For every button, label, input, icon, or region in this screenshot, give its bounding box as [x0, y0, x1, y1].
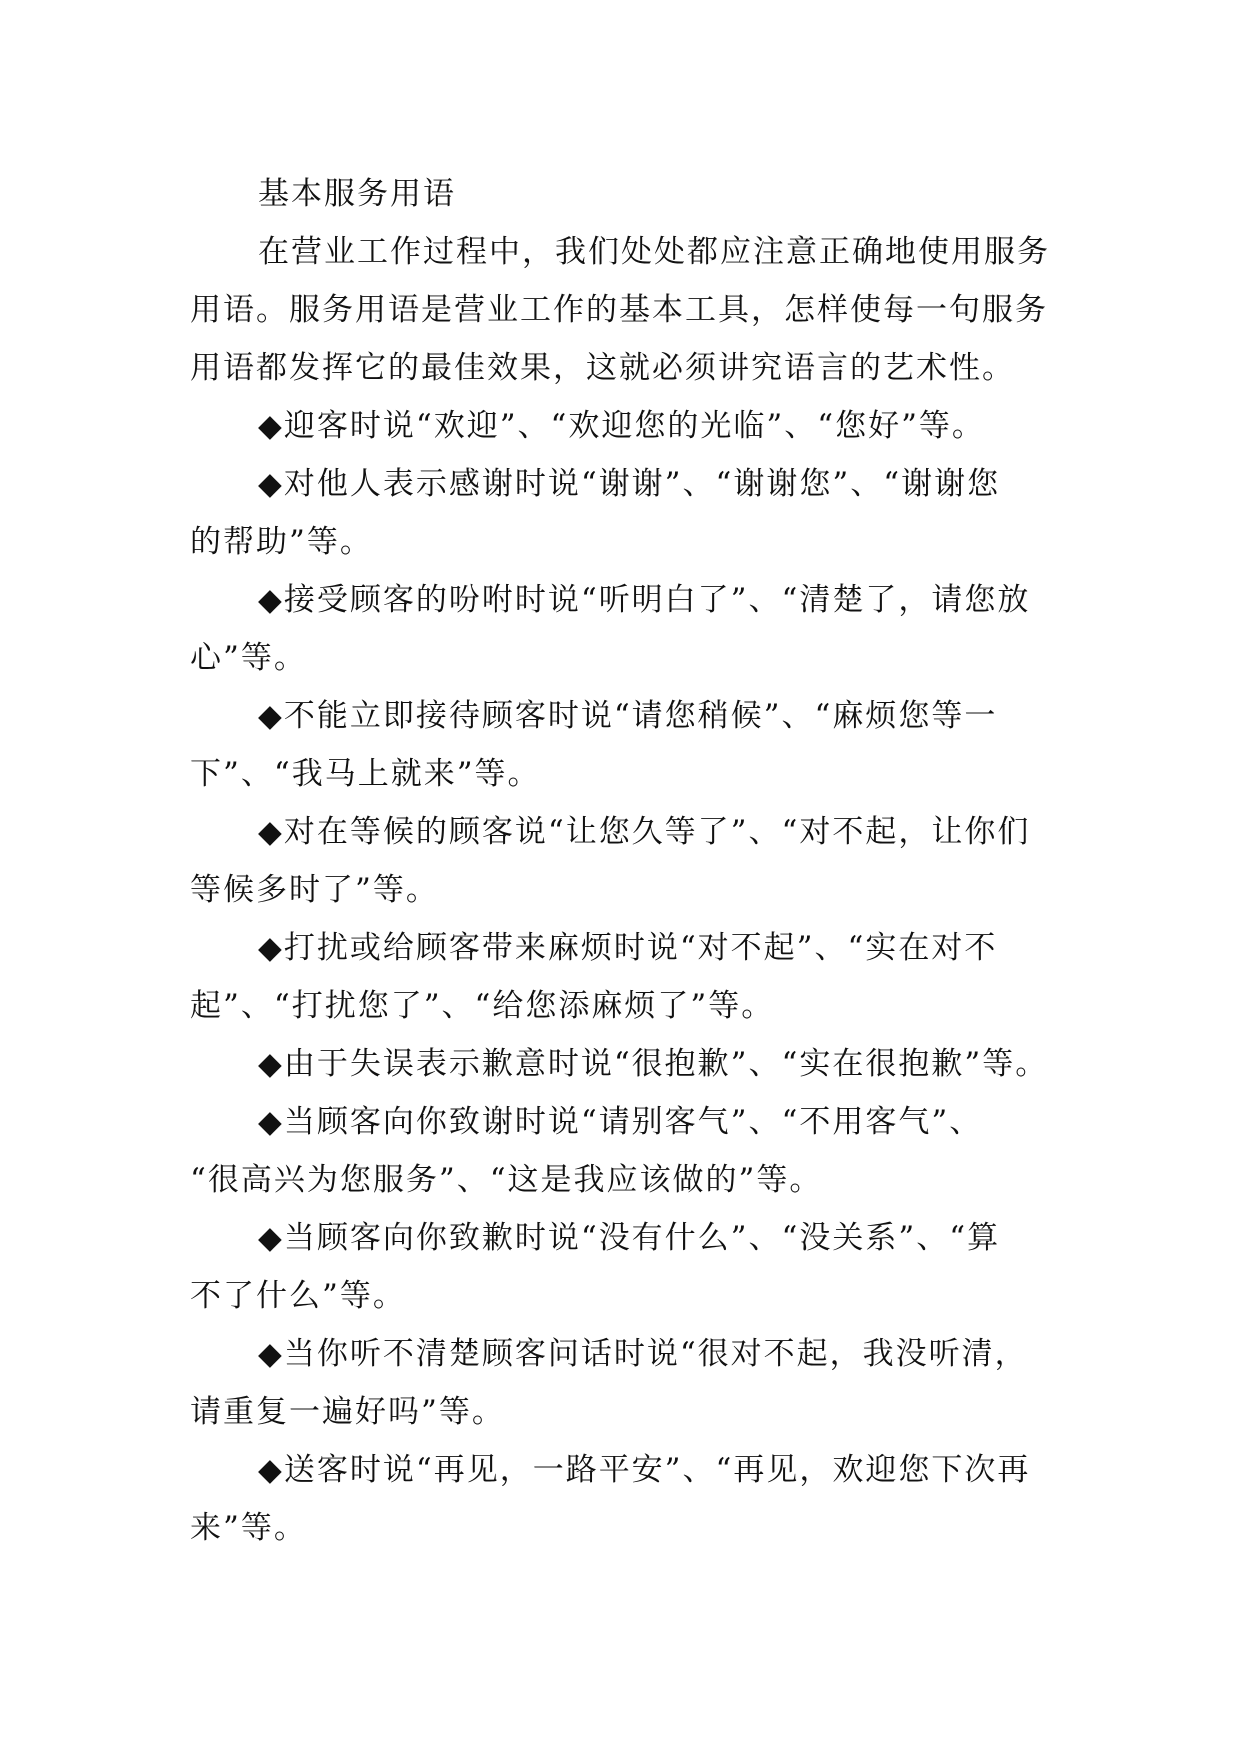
phrase-item-thanks-cont: 的帮助”等。 — [190, 524, 373, 560]
phrase-item-wait: ◆不能立即接待顾客时说“请您稍候”、“麻烦您等一 — [258, 698, 998, 734]
intro-line: 在营业工作过程中，我们处处都应注意正确地使用服务 — [258, 234, 1050, 270]
phrase-item-thanks: ◆对他人表示感谢时说“谢谢”、“谢谢您”、“谢谢您 — [258, 466, 1001, 502]
intro-line: 用语。服务用语是营业工作的基本工具，怎样使每一句服务 — [190, 292, 1048, 328]
phrase-item-instruction: ◆接受顾客的吩咐时说“听明白了”、“清楚了，请您放 — [258, 582, 1031, 618]
phrase-item-farewell-cont: 来”等。 — [190, 1510, 307, 1546]
phrase-item-waiting: ◆对在等候的顾客说“让您久等了”、“对不起，让你们 — [258, 814, 1031, 850]
document-body — [190, 165, 1070, 1557]
intro-line: 用语都发挥它的最佳效果，这就必须讲究语言的艺术性。 — [190, 350, 1015, 386]
phrase-item-disturb-cont: 起”、“打扰您了”、“给您添麻烦了”等。 — [190, 988, 775, 1024]
phrase-item-receive-apology: ◆当顾客向你致歉时说“没有什么”、“没关系”、“算 — [258, 1220, 1001, 1256]
phrase-item-not-heard-cont: 请重复一遍好吗”等。 — [190, 1394, 505, 1430]
phrase-item-farewell: ◆送客时说“再见，一路平安”、“再见，欢迎您下次再 — [258, 1452, 1031, 1488]
phrase-item-welcome: ◆迎客时说“欢迎”、“欢迎您的光临”、“您好”等。 — [258, 408, 985, 444]
phrase-item-waiting-cont: 等候多时了”等。 — [190, 872, 439, 908]
phrase-item-disturb: ◆打扰或给顾客带来麻烦时说“对不起”、“实在对不 — [258, 930, 998, 966]
phrase-item-not-heard: ◆当你听不清楚顾客问话时说“很对不起，我没听清， — [258, 1336, 1028, 1372]
phrase-item-receive-thanks-cont: “很高兴为您服务”、“这是我应该做的”等。 — [190, 1162, 823, 1198]
phrase-item-receive-apology-cont: 不了什么”等。 — [190, 1278, 406, 1314]
phrase-item-receive-thanks: ◆当顾客向你致谢时说“请别客气”、“不用客气”、 — [258, 1104, 983, 1140]
phrase-item-apology: ◆由于失误表示歉意时说“很抱歉”、“实在很抱歉”等。 — [258, 1046, 1049, 1082]
document-title: 基本服务用语 — [258, 176, 456, 212]
phrase-item-instruction-cont: 心”等。 — [190, 640, 307, 676]
phrase-item-wait-cont: 下”、“我马上就来”等。 — [190, 756, 541, 792]
